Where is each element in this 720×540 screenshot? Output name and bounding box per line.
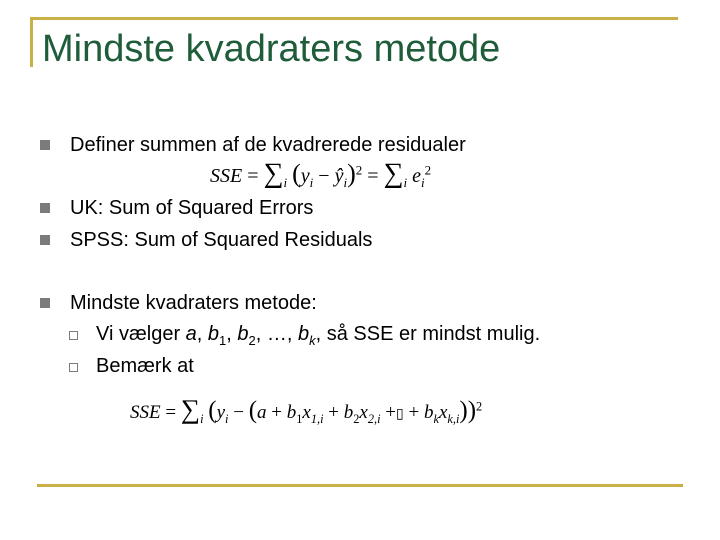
- y-index: i: [309, 175, 314, 190]
- sum-index: i: [200, 411, 204, 426]
- xk-index: k,i: [447, 411, 460, 426]
- sum-symbol: ∑: [263, 158, 284, 189]
- plus-sign: +: [408, 402, 420, 423]
- a-var: a: [257, 402, 267, 423]
- bullet-text: UK: Sum of Squared Errors: [70, 197, 314, 219]
- formula-equals: =: [247, 165, 259, 187]
- bk-index: k: [433, 411, 439, 426]
- sub-bullet-text: Bemærk at: [96, 355, 194, 377]
- x1-var: x: [302, 402, 311, 423]
- sum-symbol: ∑: [180, 394, 201, 424]
- b2-var: b: [343, 402, 354, 423]
- e-var: e: [412, 165, 422, 187]
- paren-open: (: [292, 159, 301, 188]
- frame-top-rule: [30, 17, 678, 20]
- bk-var: b: [423, 402, 434, 423]
- sum-symbol-2: ∑: [383, 158, 404, 189]
- e-index: i: [421, 175, 425, 190]
- y-var: y: [300, 165, 310, 187]
- paren-close: ): [347, 159, 356, 188]
- formula-lhs: SSE: [210, 165, 243, 187]
- ellipsis: , …,: [255, 323, 298, 345]
- square-exponent: 2: [355, 162, 363, 178]
- yhat-var: ŷ: [334, 165, 344, 187]
- b2-index: 2: [353, 411, 360, 426]
- frame-bottom-rule: [37, 484, 683, 487]
- var-b: b: [298, 323, 310, 345]
- bullet-square-icon: [40, 298, 50, 308]
- plus-sign: +: [385, 402, 397, 423]
- sub-bullet-text: [96, 323, 540, 348]
- bullet-square-icon: [40, 140, 50, 150]
- var-b-index: 2: [248, 333, 256, 348]
- bullet-square-icon: [40, 203, 50, 213]
- var-b-index: 1: [219, 333, 227, 348]
- plus-sign: +: [271, 402, 282, 423]
- missing-glyph: ▯: [396, 407, 404, 422]
- var-a: a: [185, 323, 197, 345]
- bullet-square-icon: [40, 235, 50, 245]
- b1-var: b: [286, 402, 297, 423]
- sub-bullet-square-icon: [69, 363, 78, 372]
- y-var: y: [216, 402, 226, 423]
- b1-index: 1: [296, 411, 303, 426]
- sse-formula-residuals: [210, 158, 431, 191]
- paren-open-2: (: [248, 397, 258, 424]
- var-b: b: [237, 323, 249, 345]
- sub-text-pre: Vi vælger: [96, 323, 186, 345]
- var-b: b: [207, 323, 220, 345]
- yhat-index: i: [343, 175, 348, 190]
- sse-formula-expanded: [130, 394, 482, 427]
- bullet-text: Definer summen af de kvadrerede residualer: [70, 134, 466, 156]
- comma: ,: [196, 323, 208, 345]
- formula-equals: =: [165, 402, 177, 423]
- sub-text-post: , så SSE er mindst mulig.: [315, 323, 541, 345]
- x2-index: 2,i: [367, 411, 381, 426]
- var-b-index: k: [309, 333, 316, 348]
- bullet-text: SPSS: Sum of Squared Residuals: [70, 229, 373, 251]
- slide-title: Mindste kvadraters metode: [42, 28, 501, 70]
- paren-open: (: [208, 397, 217, 424]
- frame-left-rule: [30, 17, 33, 67]
- y-index: i: [225, 411, 229, 426]
- minus-sign: −: [233, 402, 244, 423]
- formula-equals-2: =: [367, 165, 379, 187]
- sub-bullet-square-icon: [69, 331, 78, 340]
- formula-lhs: SSE: [130, 402, 161, 423]
- square-exponent: 2: [476, 399, 483, 414]
- paren-close: )): [459, 397, 477, 424]
- minus-sign: −: [318, 165, 330, 187]
- comma: ,: [226, 323, 238, 345]
- e-square-exponent: 2: [424, 162, 432, 178]
- bullet-text: Mindste kvadraters metode:: [70, 292, 317, 314]
- sum-index-2: i: [403, 175, 408, 190]
- xk-var: x: [438, 402, 448, 423]
- plus-sign: +: [328, 402, 339, 423]
- x1-index: 1,i: [310, 411, 324, 426]
- sum-index: i: [283, 175, 288, 190]
- x2-var: x: [359, 402, 368, 423]
